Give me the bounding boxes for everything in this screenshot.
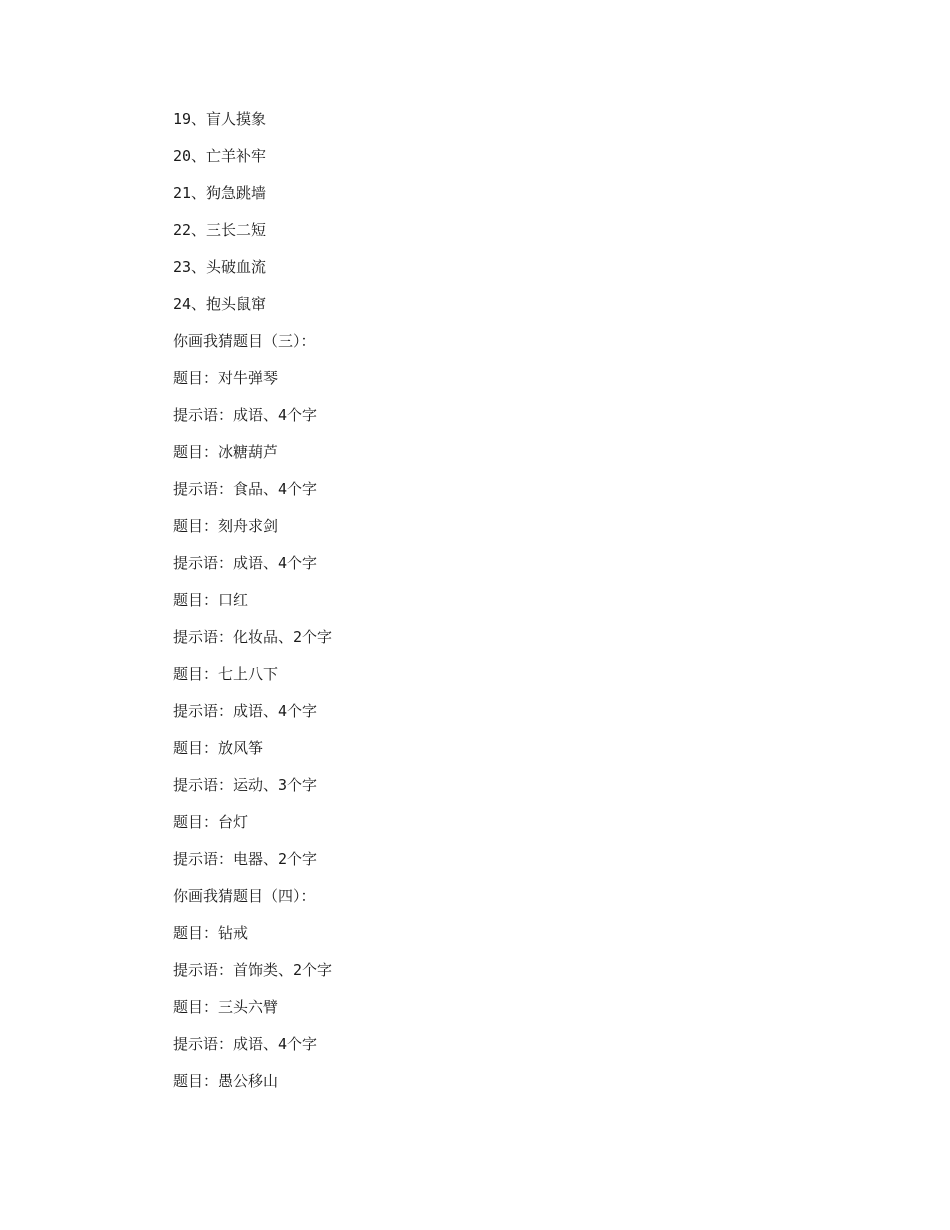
text-line: 20、亡羊补牢	[173, 147, 267, 165]
text-line: 提示语：电器、2个字	[173, 850, 318, 868]
text-line: 提示语：成语、4个字	[173, 1035, 318, 1053]
text-line: 题目：台灯	[173, 813, 249, 831]
text-line: 提示语：化妆品、2个字	[173, 628, 333, 646]
text-line: 21、狗急跳墙	[173, 184, 267, 202]
text-line: 题目：三头六臂	[173, 998, 279, 1016]
text-line: 题目：愚公移山	[173, 1072, 279, 1090]
text-line: 提示语：成语、4个字	[173, 554, 318, 572]
text-line: 题目：对牛弹琴	[173, 369, 279, 387]
text-line: 题目：冰糖葫芦	[173, 443, 279, 461]
text-line: 题目：七上八下	[173, 665, 279, 683]
text-line: 题目：刻舟求剑	[173, 517, 279, 535]
text-line: 19、盲人摸象	[173, 110, 267, 128]
text-line: 23、头破血流	[173, 258, 267, 276]
text-line: 提示语：成语、4个字	[173, 406, 318, 424]
text-line: 22、三长二短	[173, 221, 267, 239]
text-line: 提示语：首饰类、2个字	[173, 961, 333, 979]
text-line: 题目：钻戒	[173, 924, 249, 942]
text-line: 提示语：食品、4个字	[173, 480, 318, 498]
text-line: 题目：口红	[173, 591, 249, 609]
text-line: 提示语：运动、3个字	[173, 776, 318, 794]
text-line: 24、抱头鼠窜	[173, 295, 267, 313]
text-lines	[173, 101, 332, 1100]
text-line: 提示语：成语、4个字	[173, 702, 318, 720]
section-heading: 你画我猜题目（三）：	[173, 332, 316, 350]
section-heading: 你画我猜题目（四）：	[173, 887, 316, 905]
text-line: 题目：放风筝	[173, 739, 264, 757]
